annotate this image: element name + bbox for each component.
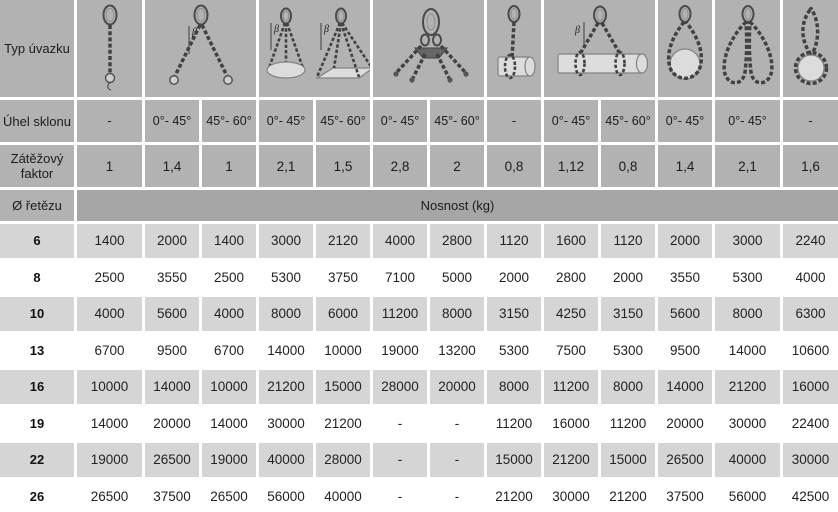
sling-type-cell-single-leg xyxy=(77,0,142,97)
capacity-cell: 2240 xyxy=(783,224,838,258)
load-factor-cell: 1,4 xyxy=(145,145,199,187)
three-four-leg-basket-sling-icon xyxy=(259,4,370,94)
capacity-cell: 6700 xyxy=(202,334,256,368)
two-leg-chain-sling-icon xyxy=(151,4,251,94)
capacity-cell: 1400 xyxy=(202,224,256,258)
capacity-cell: 5300 xyxy=(487,334,541,368)
capacity-cell: - xyxy=(373,443,427,477)
capacity-cell: 5300 xyxy=(715,261,780,295)
capacity-cell: 7100 xyxy=(373,261,427,295)
capacity-cell: 5600 xyxy=(145,297,199,331)
beta-angle-label: β xyxy=(191,26,197,38)
angle-cell: 0°- 45° xyxy=(373,100,427,142)
capacity-row xyxy=(0,261,838,295)
endless-basket-sling-icon xyxy=(659,4,711,94)
capacity-cell: 6700 xyxy=(77,334,142,368)
load-factor-cell: 0,8 xyxy=(487,145,541,187)
capacity-cell: 8000 xyxy=(430,297,484,331)
load-factor-cell: 2 xyxy=(430,145,484,187)
capacity-cell: - xyxy=(430,480,484,512)
capacity-cell: 19000 xyxy=(202,443,256,477)
capacity-cell: - xyxy=(430,407,484,441)
capacity-cell: 9500 xyxy=(145,334,199,368)
capacity-cell: 13200 xyxy=(430,334,484,368)
capacity-cell: 30000 xyxy=(783,443,838,477)
capacity-cell: 14000 xyxy=(145,370,199,404)
capacity-cell: 11200 xyxy=(487,407,541,441)
endless-choke-sling-icon xyxy=(786,4,836,94)
sling-type-cell-basket xyxy=(259,0,370,97)
sling-type-cell-endless-basket xyxy=(658,0,712,97)
load-factor-row xyxy=(0,145,838,187)
capacity-cell: 9500 xyxy=(658,334,712,368)
capacity-row xyxy=(0,480,838,512)
capacity-cell: 2800 xyxy=(430,224,484,258)
capacity-cell: 10000 xyxy=(77,370,142,404)
capacity-cell: 30000 xyxy=(259,407,313,441)
capacity-cell: 6000 xyxy=(316,297,370,331)
capacity-cell: 21200 xyxy=(601,480,655,512)
capacity-cell: 2120 xyxy=(316,224,370,258)
capacity-cell: 1120 xyxy=(487,224,541,258)
capacity-cell: 8000 xyxy=(487,370,541,404)
capacity-cell: 3000 xyxy=(715,224,780,258)
angle-cell: 0°- 45° xyxy=(658,100,712,142)
capacity-cell: 16000 xyxy=(544,407,598,441)
capacity-cell: - xyxy=(373,407,427,441)
sling-type-cell-endless-choke xyxy=(783,0,838,97)
angle-cell: - xyxy=(783,100,838,142)
load-factor-header: Zátěžový faktor xyxy=(0,145,74,187)
capacity-cell: 15000 xyxy=(601,443,655,477)
capacity-cell: 3150 xyxy=(487,297,541,331)
capacity-cell: 19000 xyxy=(373,334,427,368)
capacity-cell: 2800 xyxy=(544,261,598,295)
capacity-cell: 21200 xyxy=(487,480,541,512)
capacity-cell: 2000 xyxy=(145,224,199,258)
capacity-cell: 21200 xyxy=(715,370,780,404)
capacity-cell: 20000 xyxy=(430,370,484,404)
capacity-cell: 22400 xyxy=(783,407,838,441)
capacity-row xyxy=(0,297,838,331)
capacity-cell: 2000 xyxy=(601,261,655,295)
capacity-cell: 42500 xyxy=(783,480,838,512)
beta-angle-label: β xyxy=(274,23,279,35)
capacity-row xyxy=(0,443,838,477)
sling-type-cell-grab xyxy=(373,0,484,97)
capacity-cell: 10600 xyxy=(783,334,838,368)
angle-cell: - xyxy=(487,100,541,142)
choked-single-sling-on-cylinder-icon xyxy=(488,4,540,94)
chain-diameter-cell: 13 xyxy=(0,334,74,368)
capacity-cell: 3750 xyxy=(316,261,370,295)
capacity-cell: 26500 xyxy=(145,443,199,477)
capacity-cell: 1120 xyxy=(601,224,655,258)
angle-cell: - xyxy=(77,100,142,142)
chain-diameter-cell: 19 xyxy=(0,407,74,441)
angle-cell: 0°- 45° xyxy=(259,100,313,142)
capacity-cell: 5000 xyxy=(430,261,484,295)
capacity-cell: 37500 xyxy=(658,480,712,512)
angle-cell: 45°- 60° xyxy=(601,100,655,142)
capacity-row xyxy=(0,224,838,258)
sling-type-cell-pipe-choke xyxy=(544,0,655,97)
load-factor-cell: 1 xyxy=(77,145,142,187)
capacity-cell: 8000 xyxy=(715,297,780,331)
load-factor-cell: 2,1 xyxy=(715,145,780,187)
capacity-cell: 2000 xyxy=(658,224,712,258)
capacity-cell: 2500 xyxy=(77,261,142,295)
angle-cell: 45°- 60° xyxy=(202,100,256,142)
beta-angle-label: β xyxy=(575,24,580,36)
capacity-cell: 26500 xyxy=(77,480,142,512)
capacity-cell: 15000 xyxy=(487,443,541,477)
capacity-cell: 4000 xyxy=(373,224,427,258)
capacity-cell: 11200 xyxy=(544,370,598,404)
capacity-row xyxy=(0,334,838,368)
capacity-band-label: Nosnost (kg) xyxy=(77,190,838,221)
capacity-cell: 14000 xyxy=(715,334,780,368)
capacity-cell: 21200 xyxy=(544,443,598,477)
capacity-cell: - xyxy=(373,480,427,512)
four-leg-grab-sling-icon xyxy=(379,4,479,94)
capacity-cell: 4000 xyxy=(783,261,838,295)
capacity-cell: 10000 xyxy=(316,334,370,368)
capacity-cell: 14000 xyxy=(658,370,712,404)
chain-diameter-header: Ø řetězu xyxy=(0,190,74,221)
single-leg-chain-sling-icon xyxy=(90,4,130,94)
chain-diameter-cell: 8 xyxy=(0,261,74,295)
double-basket-loop-sling-icon xyxy=(719,4,777,94)
capacity-cell: 1600 xyxy=(544,224,598,258)
capacity-cell: 4000 xyxy=(77,297,142,331)
angle-cell: 45°- 60° xyxy=(316,100,370,142)
sling-type-row xyxy=(0,0,838,97)
sling-type-header: Typ úvazku xyxy=(0,0,74,97)
angle-cell: 0°- 45° xyxy=(544,100,598,142)
chain-diameter-cell: 26 xyxy=(0,480,74,512)
capacity-cell: 26500 xyxy=(202,480,256,512)
capacity-cell: 4250 xyxy=(544,297,598,331)
capacity-cell: 5600 xyxy=(658,297,712,331)
load-factor-cell: 1 xyxy=(202,145,256,187)
capacity-cell: 8000 xyxy=(601,370,655,404)
sling-type-cell-double-loop xyxy=(715,0,780,97)
capacity-cell: 5300 xyxy=(601,334,655,368)
capacity-cell: 14000 xyxy=(202,407,256,441)
capacity-cell: 8000 xyxy=(259,297,313,331)
chain-diameter-cell: 16 xyxy=(0,370,74,404)
angle-header: Úhel sklonu xyxy=(0,100,74,142)
load-factor-cell: 1,4 xyxy=(658,145,712,187)
capacity-cell: 11200 xyxy=(373,297,427,331)
beta-angle-label: β xyxy=(324,23,329,35)
load-factor-cell: 2,8 xyxy=(373,145,427,187)
capacity-cell: 30000 xyxy=(715,407,780,441)
capacity-cell: 56000 xyxy=(259,480,313,512)
two-leg-choke-on-pipe-icon xyxy=(544,4,655,94)
capacity-cell: 1400 xyxy=(77,224,142,258)
angle-cell: 45°- 60° xyxy=(430,100,484,142)
angle-row xyxy=(0,100,838,142)
capacity-row xyxy=(0,370,838,404)
capacity-cell: 21200 xyxy=(316,407,370,441)
capacity-cell: 20000 xyxy=(145,407,199,441)
capacity-cell: 4000 xyxy=(202,297,256,331)
capacity-cell: 21200 xyxy=(259,370,313,404)
capacity-cell: 7500 xyxy=(544,334,598,368)
load-factor-cell: 1,6 xyxy=(783,145,838,187)
capacity-cell: 20000 xyxy=(658,407,712,441)
capacity-band-row xyxy=(0,190,838,221)
capacity-cell: 40000 xyxy=(259,443,313,477)
capacity-cell: 3000 xyxy=(259,224,313,258)
capacity-cell: 40000 xyxy=(715,443,780,477)
capacity-cell: 2000 xyxy=(487,261,541,295)
load-factor-cell: 1,12 xyxy=(544,145,598,187)
capacity-cell: 15000 xyxy=(316,370,370,404)
capacity-cell: 6300 xyxy=(783,297,838,331)
capacity-cell: 26500 xyxy=(658,443,712,477)
capacity-cell: 11200 xyxy=(601,407,655,441)
chain-diameter-cell: 10 xyxy=(0,297,74,331)
load-factor-cell: 1,5 xyxy=(316,145,370,187)
sling-type-cell-choke-cylinder xyxy=(487,0,541,97)
sling-type-cell-two-leg xyxy=(145,0,256,97)
capacity-cell: 28000 xyxy=(316,443,370,477)
capacity-cell: 14000 xyxy=(259,334,313,368)
capacity-cell: 56000 xyxy=(715,480,780,512)
capacity-cell: 30000 xyxy=(544,480,598,512)
capacity-cell: 14000 xyxy=(77,407,142,441)
capacity-cell: 5300 xyxy=(259,261,313,295)
capacity-cell: 2500 xyxy=(202,261,256,295)
capacity-cell: - xyxy=(430,443,484,477)
capacity-cell: 37500 xyxy=(145,480,199,512)
capacity-cell: 40000 xyxy=(316,480,370,512)
angle-cell: 0°- 45° xyxy=(145,100,199,142)
capacity-cell: 16000 xyxy=(783,370,838,404)
capacity-cell: 3550 xyxy=(658,261,712,295)
capacity-cell: 3550 xyxy=(145,261,199,295)
capacity-cell: 3150 xyxy=(601,297,655,331)
capacity-row xyxy=(0,407,838,441)
capacity-cell: 28000 xyxy=(373,370,427,404)
load-factor-cell: 2,1 xyxy=(259,145,313,187)
angle-cell: 0°- 45° xyxy=(715,100,780,142)
chain-diameter-cell: 6 xyxy=(0,224,74,258)
capacity-cell: 19000 xyxy=(77,443,142,477)
capacity-cell: 10000 xyxy=(202,370,256,404)
load-factor-cell: 0,8 xyxy=(601,145,655,187)
chain-diameter-cell: 22 xyxy=(0,443,74,477)
